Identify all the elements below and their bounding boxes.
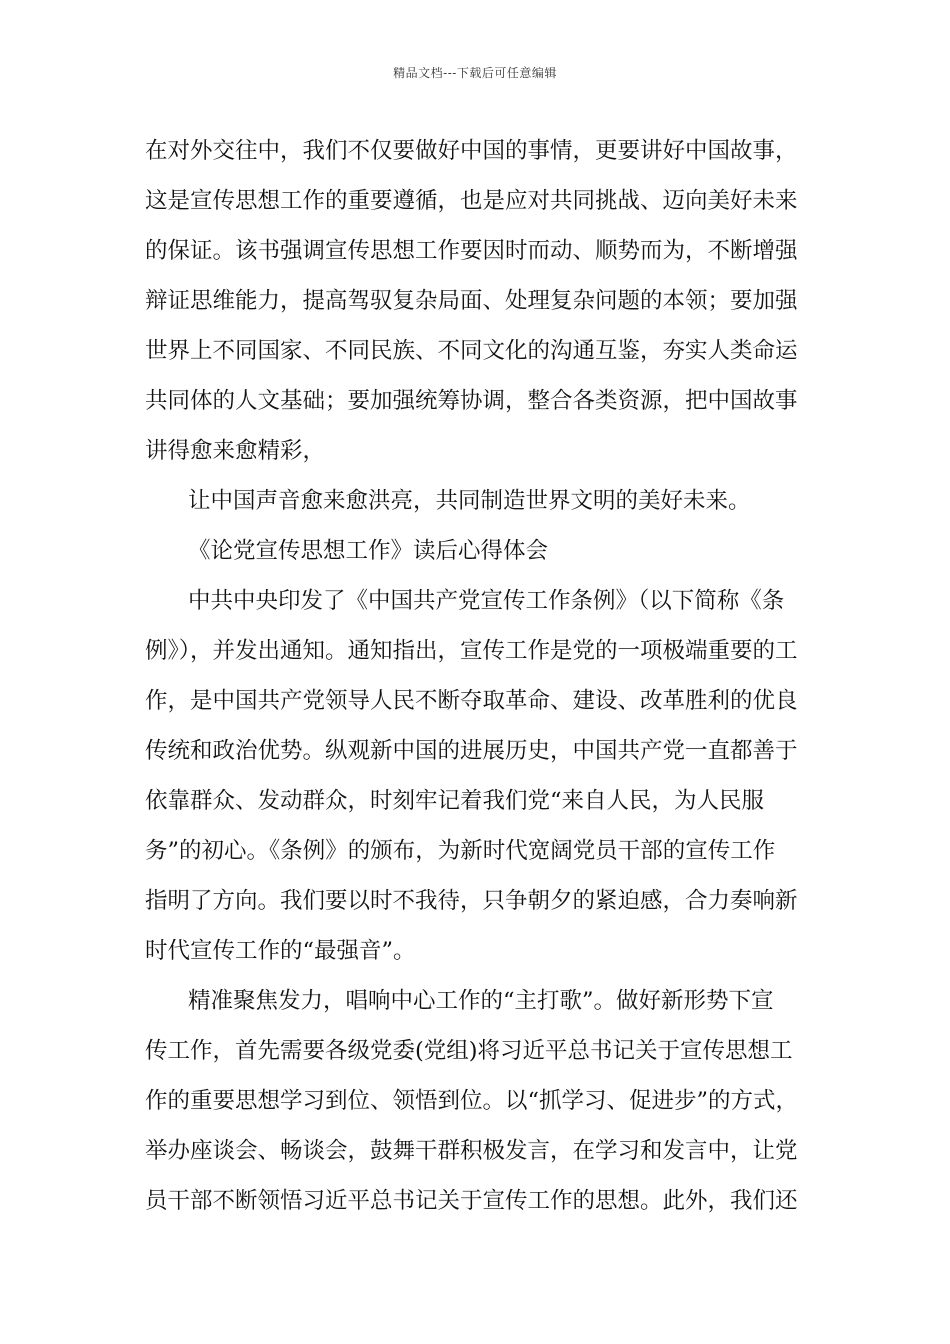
body-line: 这是宣传思想工作的重要遵循，也是应对共同挑战、迈向美好未来 — [145, 188, 798, 214]
body-line: 共同体的人文基础；要加强统筹协调，整合各类资源，把中国故事 — [145, 388, 798, 414]
paragraph-line: 中共中央印发了《中国共产党宣传工作条例》（以下简称《条 — [188, 588, 785, 614]
body-line: 务”的初心。《条例》的颁布，为新时代宽阔党员干部的宣传工作 — [145, 838, 776, 864]
body-line: 时代宣传工作的“最强音”。 — [145, 938, 416, 964]
body-line: 辩证思维能力，提高驾驭复杂局面、处理复杂问题的本领；要加强 — [145, 288, 798, 314]
body-line: 传工作，首先需要各级党委(党组)将习近平总书记关于宣传思想工 — [145, 1038, 793, 1064]
paragraph-line: 精准聚焦发力，唱响中心工作的“主打歌”。做好新形势下宣 — [188, 988, 774, 1014]
body-line: 传统和政治优势。纵观新中国的进展历史，中国共产党一直都善于 — [145, 738, 798, 764]
body-line: 作，是中国共产党领导人民不断夺取革命、建设、改革胜利的优良 — [145, 688, 798, 714]
body-line: 在对外交往中，我们不仅要做好中国的事情，更要讲好中国故事， — [145, 138, 798, 164]
body-line: 讲得愈来愈精彩， — [145, 438, 326, 464]
body-line: 员干部不断领悟习近平总书记关于宣传工作的思想。此外，我们还 — [145, 1188, 798, 1214]
page-header: 精品文档---下载后可任意编辑 — [393, 66, 557, 80]
body-line: 例》），并发出通知。通知指出，宣传工作是党的一项极端重要的工 — [145, 638, 798, 664]
body-line: 世界上不同国家、不同民族、不同文化的沟通互鉴，夯实人类命运 — [145, 338, 798, 364]
body-line: 举办座谈会、畅谈会，鼓舞干群积极发言，在学习和发言中，让党 — [145, 1138, 798, 1164]
body-line: 指明了方向。我们要以时不我待，只争朝夕的紧迫感，合力奏响新 — [145, 888, 798, 914]
body-line: 的保证。该书强调宣传思想工作要因时而动、顺势而为，不断增强 — [145, 238, 798, 264]
paragraph-line: 让中国声音愈来愈洪亮，共同制造世界文明的美好未来。 — [188, 488, 751, 514]
body-line: 依靠群众、发动群众，时刻牢记着我们党“来自人民，为人民服 — [145, 788, 765, 814]
body-line: 作的重要思想学习到位、领悟到位。以“抓学习、促进步”的方式， — [145, 1088, 799, 1114]
section-title: 《论党宣传思想工作》读后心得体会 — [188, 538, 549, 564]
